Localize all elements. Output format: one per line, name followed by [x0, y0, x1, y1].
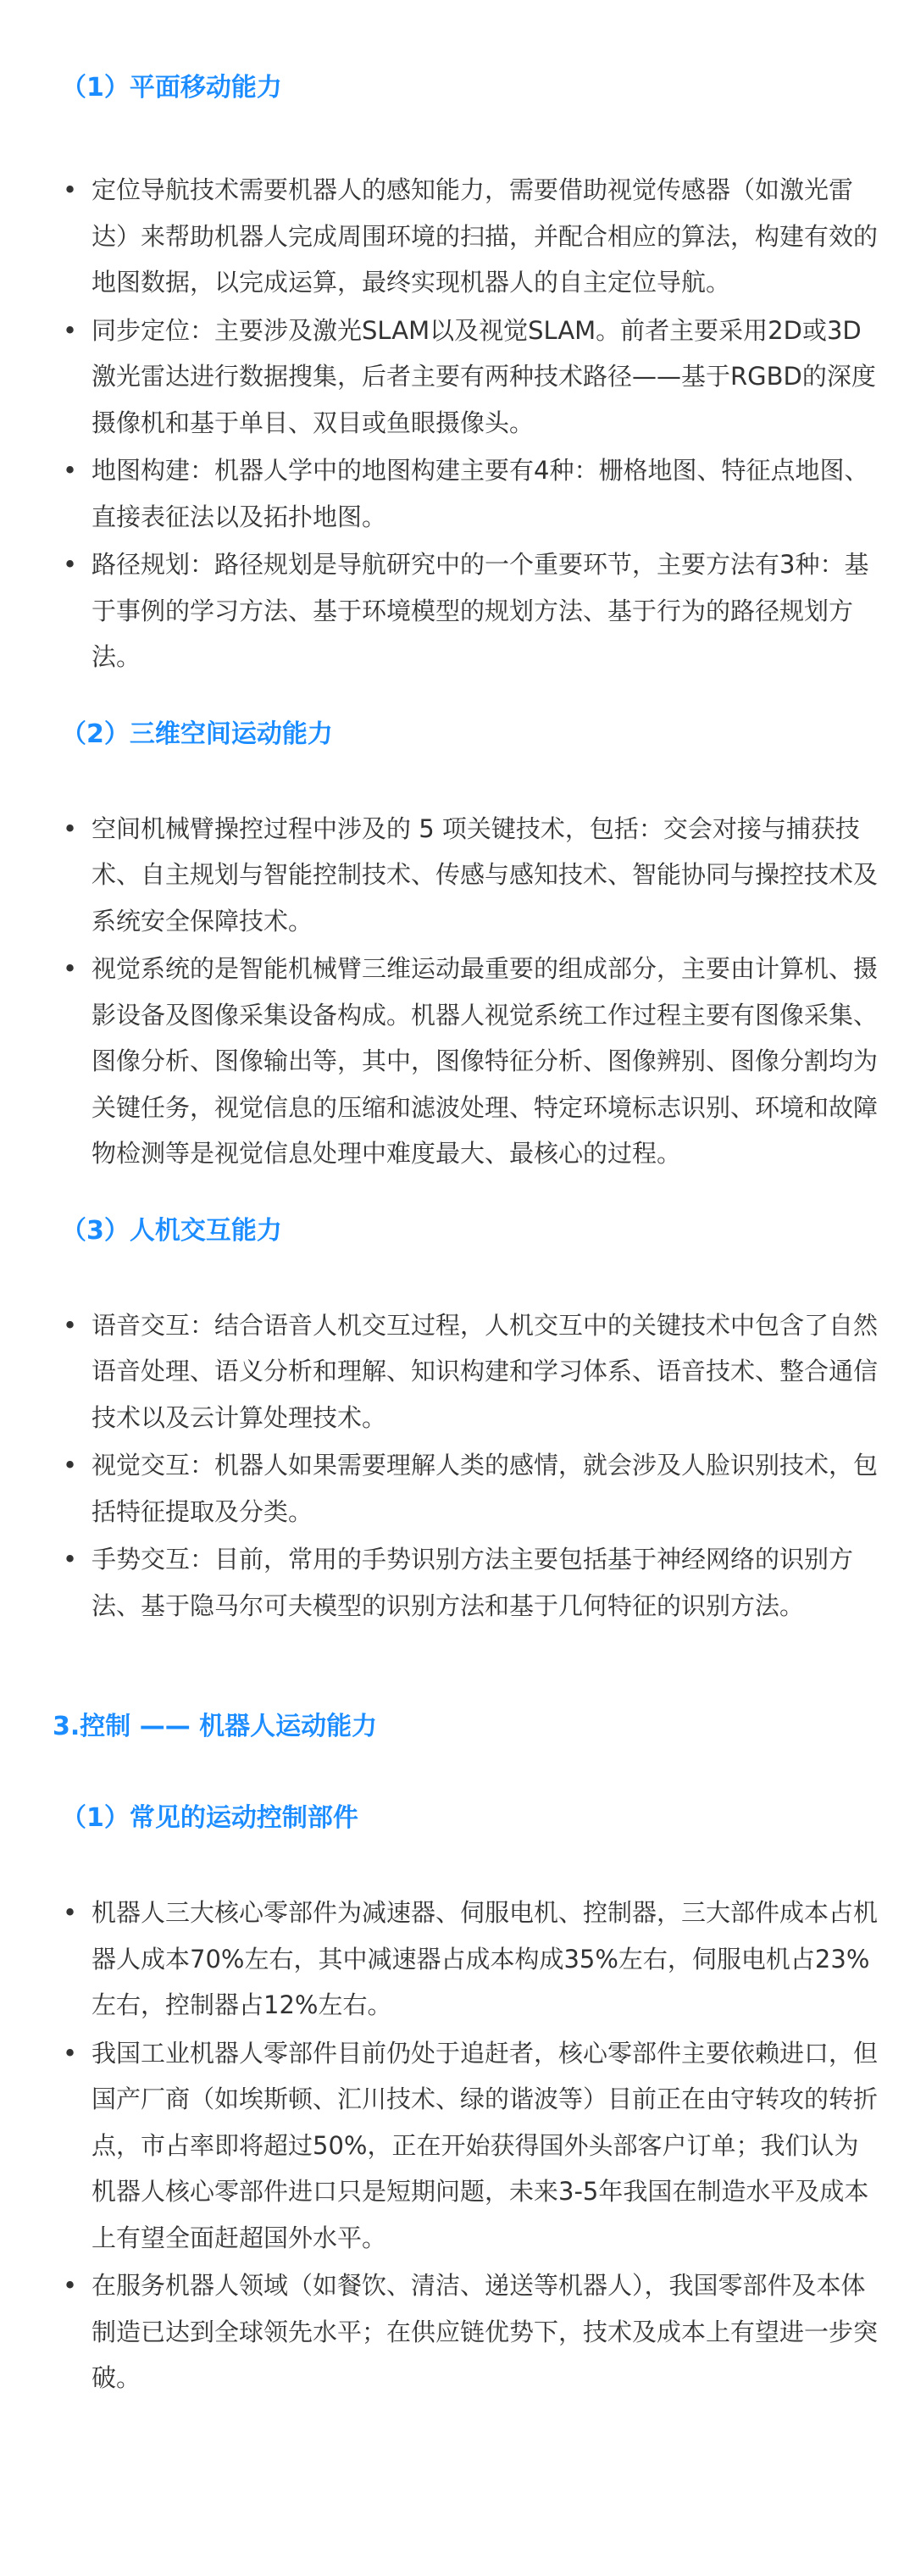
section-heading: （1）平面移动能力: [61, 73, 282, 103]
bullet-dot: •: [63, 1310, 78, 1340]
list-item: • 定位导航技术需要机器人的感知能力，需要借助视觉传感器（如激光雷达）来帮助机器人完成周围环境的扫描，并配合相应的算法，构建有效的地图数据，以完成运算，最终实现机器人的自主定位导航。: [61, 167, 881, 306]
bullet-dot: •: [63, 315, 78, 345]
bullet-dot: •: [63, 175, 78, 204]
section-hci: [61, 1214, 881, 1629]
section-heading: （3）人机交互能力: [61, 1215, 282, 1246]
bullet-list: [61, 806, 881, 1177]
bullet-dot: •: [63, 2038, 78, 2068]
bullet-dot: •: [63, 2271, 78, 2300]
list-item: • 视觉系统的是智能机械臂三维运动最重要的组成部分，主要由计算机、摄影设备及图像采集设备构成。机器人视觉系统工作过程主要有图像采集、图像分析、图像输出等，其中，图像特征分析、图像辨别、图像分割均为关键任务，视觉信息的压缩和滤波处理、特定环境标志识别、环境和故障物检测等是视觉信息处理中难度最大、最核心的过程。: [61, 946, 881, 1177]
main-section-heading: 3.控制 —— 机器人运动能力: [53, 1712, 378, 1741]
bullet-dot: •: [63, 954, 78, 983]
section-motion-control-parts: [61, 1802, 881, 2401]
section-control: [53, 1710, 881, 1744]
section-heading: （1）常见的运动控制部件: [61, 1803, 358, 1833]
list-item: • 手势交互：目前，常用的手势识别方法主要包括基于神经网络的识别方法、基于隐马尔可夫模型的识别方法和基于几何特征的识别方法。: [61, 1536, 881, 1629]
section-3d-movement: [61, 718, 881, 1177]
section-heading: （2）三维空间运动能力: [61, 719, 333, 749]
bullet-dot: •: [63, 1898, 78, 1927]
bullet-dot: •: [63, 813, 78, 843]
list-item: • 空间机械臂操控过程中涉及的 5 项关键技术，包括：交会对接与捕获技术、自主规划与智能控制技术、传感与感知技术、智能协同与操控技术及系统安全保障技术。: [61, 806, 881, 945]
bullet-dot: •: [63, 456, 78, 485]
list-item: • 机器人三大核心零部件为减速器、伺服电机、控制器，三大部件成本占机器人成本70%左右，其中减速器占成本构成35%左右，伺服电机占23%左右，控制器占12%左右。: [61, 1890, 881, 2029]
list-item: • 视觉交互：机器人如果需要理解人类的感情，就会涉及人脸识别技术，包括特征提取及分类。: [61, 1442, 881, 1535]
bullet-list: [61, 1890, 881, 2401]
list-item: • 同步定位：主要涉及激光SLAM以及视觉SLAM。前者主要采用2D或3D激光雷达进行数据搜集，后者主要有两种技术路径——基于RGBD的深度摄像机和基于单目、双目或鱼眼摄像头。: [61, 308, 881, 447]
bullet-dot: •: [63, 1545, 78, 1574]
list-item: • 在服务机器人领域（如餐饮、清洁、递送等机器人），我国零部件及本体制造已达到全球领先水平；在供应链优势下，技术及成本上有望进一步突破。: [61, 2262, 881, 2401]
list-item: • 语音交互：结合语音人机交互过程，人机交互中的关键技术中包含了自然语音处理、语义分析和理解、知识构建和学习体系、语音技术、整合通信技术以及云计算处理技术。: [61, 1302, 881, 1441]
bullet-list: [61, 1302, 881, 1629]
list-item: • 地图构建：机器人学中的地图构建主要有4种：栅格地图、特征点地图、直接表征法以及拓扑地图。: [61, 447, 881, 540]
bullet-dot: •: [63, 550, 78, 579]
bullet-list: [61, 167, 881, 680]
bullet-dot: •: [63, 1451, 78, 1480]
list-item: • 路径规划：路径规划是导航研究中的一个重要环节，主要方法有3种：基于事例的学习方法、基于环境模型的规划方法、基于行为的路径规划方法。: [61, 541, 881, 680]
section-planar-movement: [61, 0, 881, 680]
list-item: • 我国工业机器人零部件目前仍处于追赶者，核心零部件主要依赖进口，但国产厂商（如埃斯顿、汇川技术、绿的谐波等）目前正在由守转攻的转折点，市占率即将超过50%，正在开始获得国外头部客户订单；我们认为机器人核心零部件进口只是短期问题，未来3-5年我国在制造水平及成本上有望全面赶超国外水平。: [61, 2030, 881, 2262]
